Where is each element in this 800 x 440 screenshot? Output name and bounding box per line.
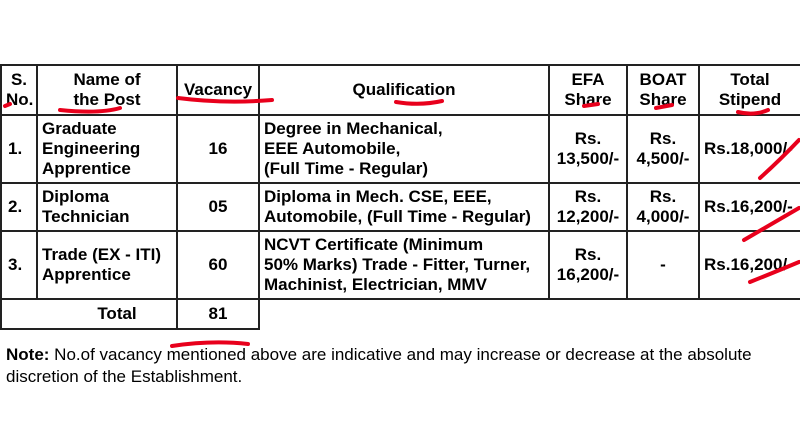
note-label: Note:: [6, 345, 50, 364]
header-qualification: Qualification: [259, 65, 549, 115]
header-stipend: Total Stipend: [699, 65, 800, 115]
total-row: [1, 299, 800, 329]
total-value: 81: [177, 299, 259, 329]
cell-post: Graduate Engineering Apprentice: [37, 115, 177, 183]
cell-sno: 2.: [1, 183, 37, 231]
header-sno: S. No.: [1, 65, 37, 115]
table-row: [1, 183, 800, 231]
note-text: [6, 344, 796, 388]
header-post: Name of the Post: [37, 65, 177, 115]
table-row: [1, 231, 800, 299]
cell-qualification: Diploma in Mech. CSE, EEE, Automobile, (Full Time - Regular): [259, 183, 549, 231]
cell-vacancy: 60: [177, 231, 259, 299]
total-label: Total: [1, 299, 177, 329]
cell-post: Diploma Technician: [37, 183, 177, 231]
cell-boat: Rs. 4,500/-: [627, 115, 699, 183]
cell-stipend: Rs.18,000/-: [699, 115, 800, 183]
cell-boat: Rs. 4,000/-: [627, 183, 699, 231]
header-vacancy: Vacancy: [177, 65, 259, 115]
header-boat: BOAT Share: [627, 65, 699, 115]
cell-post: Trade (EX - ITI) Apprentice: [37, 231, 177, 299]
vacancy-table: [0, 64, 800, 330]
cell-qualification: Degree in Mechanical, EEE Automobile, (Full Time - Regular): [259, 115, 549, 183]
note-body: No.of vacancy mentioned above are indicative and may increase or decrease at the absolute discretion of the Establishment.: [6, 345, 752, 386]
cut-off-text-line: [40, 392, 780, 400]
cell-efa: Rs. 13,500/-: [549, 115, 627, 183]
cell-stipend: Rs.16,200/-: [699, 231, 800, 299]
header-efa: EFA Share: [549, 65, 627, 115]
cell-sno: 1.: [1, 115, 37, 183]
cell-vacancy: 16: [177, 115, 259, 183]
cell-efa: Rs. 16,200/-: [549, 231, 627, 299]
total-empty-cell: [259, 299, 800, 329]
cell-stipend: Rs.16,200/-: [699, 183, 800, 231]
table-row: [1, 115, 800, 183]
cell-efa: Rs. 12,200/-: [549, 183, 627, 231]
cell-sno: 3.: [1, 231, 37, 299]
cell-qualification: NCVT Certificate (Minimum 50% Marks) Trade - Fitter, Turner, Machinist, Electrician, MMV: [259, 231, 549, 299]
header-row: [1, 65, 800, 115]
cell-vacancy: 05: [177, 183, 259, 231]
cell-boat: -: [627, 231, 699, 299]
